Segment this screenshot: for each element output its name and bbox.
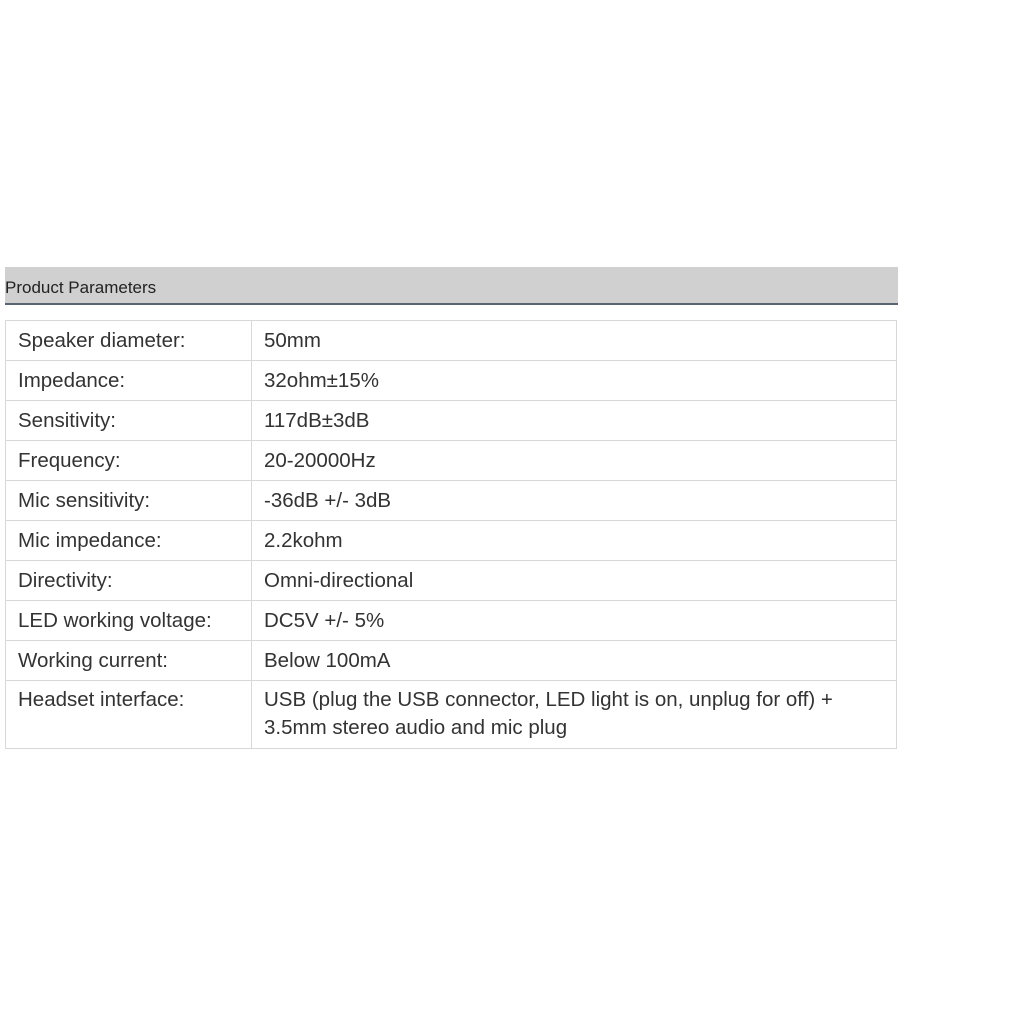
param-value: USB (plug the USB connector, LED light is on, unplug for off) + 3.5mm stereo audio and mic plug xyxy=(252,681,897,749)
param-label: Speaker diameter: xyxy=(6,321,252,361)
table-row xyxy=(6,361,897,401)
table-row xyxy=(6,521,897,561)
param-value: -36dB +/- 3dB xyxy=(252,481,897,521)
param-value: 50mm xyxy=(252,321,897,361)
param-value: Below 100mA xyxy=(252,641,897,681)
param-label: Sensitivity: xyxy=(6,401,252,441)
param-label: Mic sensitivity: xyxy=(6,481,252,521)
param-value: 20-20000Hz xyxy=(252,441,897,481)
section-title: Product Parameters xyxy=(5,278,157,297)
table-row xyxy=(6,641,897,681)
table-row xyxy=(6,321,897,361)
param-label: Mic impedance: xyxy=(6,521,252,561)
table-row xyxy=(6,561,897,601)
param-label: Working current: xyxy=(6,641,252,681)
param-value: DC5V +/- 5% xyxy=(252,601,897,641)
parameters-table xyxy=(5,320,897,749)
table-row xyxy=(6,441,897,481)
param-label: Impedance: xyxy=(6,361,252,401)
table-row xyxy=(6,481,897,521)
param-value: 2.2kohm xyxy=(252,521,897,561)
param-value: 32ohm±15% xyxy=(252,361,897,401)
param-label: Headset interface: xyxy=(6,681,252,749)
section-header xyxy=(5,267,898,305)
table-row xyxy=(6,601,897,641)
table-row xyxy=(6,401,897,441)
param-label: Frequency: xyxy=(6,441,252,481)
param-value: 117dB±3dB xyxy=(252,401,897,441)
param-label: Directivity: xyxy=(6,561,252,601)
param-value: Omni-directional xyxy=(252,561,897,601)
table-row xyxy=(6,681,897,749)
param-label: LED working voltage: xyxy=(6,601,252,641)
